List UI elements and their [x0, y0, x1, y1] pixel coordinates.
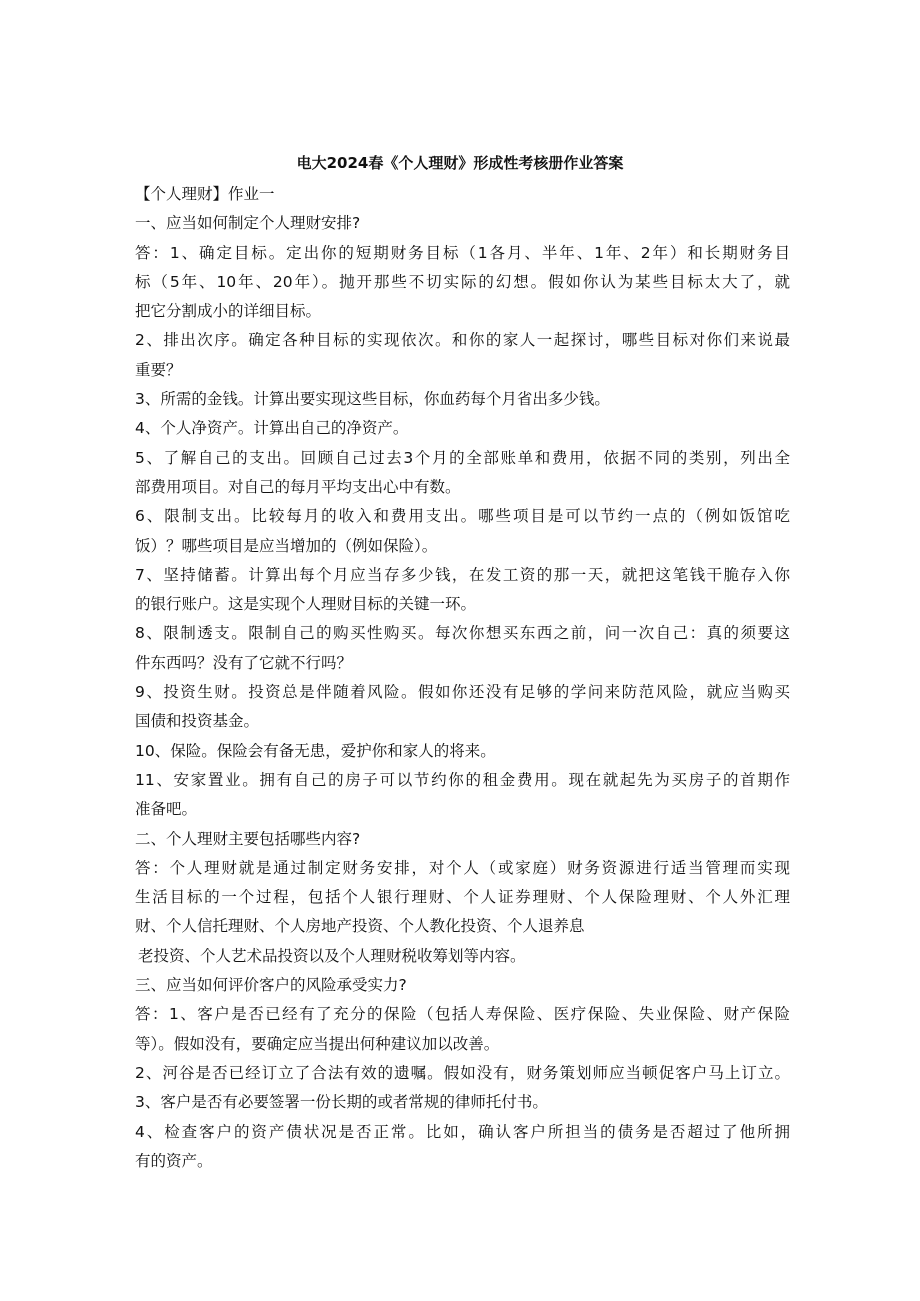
section-heading: 【个人理财】作业一 [135, 185, 275, 203]
paragraph-line: 答：个人理财就是通过制定财务安排，对个人（或家庭）财务资源进行适当管理而实现 [135, 858, 790, 877]
question-heading: 一、应当如何制定个人理财安排? [135, 214, 361, 233]
paragraph-line: 3、所需的金钱。计算出要实现这些目标，你血药每个月省出多少钱。 [135, 390, 610, 409]
paragraph-line: 9、投资生财。投资总是伴随着风险。假如你还没有足够的学问来防范风险，就应当购买 [135, 683, 790, 702]
paragraph-line: 件东西吗？没有了它就不行吗？ [135, 653, 353, 672]
paragraph-line: 10、保险。保险会有备无患，爱护你和家人的将来。 [135, 741, 496, 760]
paragraph-line: 部费用项目。对自己的每月平均支出心中有数。 [135, 477, 461, 496]
paragraph-line: 把它分割成小的详细目标。 [135, 302, 322, 321]
paragraph-line: 财、个人信托理财、个人房地产投资、个人教化投资、个人退养息 [135, 917, 585, 936]
paragraph-line: 等）。假如没有，要确定应当提出何种建议加以改善。 [135, 1034, 500, 1053]
paragraph-line: 2、河谷是否已经订立了合法有效的遗嘱。假如没有，财务策划师应当顿促客户马上订立。 [135, 1063, 790, 1082]
paragraph-line: 11、安家置业。拥有自己的房子可以节约你的租金费用。现在就起先为买房子的首期作 [135, 770, 790, 789]
paragraph-line: 准备吧。 [135, 800, 198, 819]
paragraph-line: 标（5年、10年、20年）。抛开那些不切实际的幻想。假如你认为某些目标太大了，就 [135, 272, 790, 291]
paragraph-line-indented: 老投资、个人艺术品投资以及个人理财税收筹划等内容。 [138, 946, 526, 965]
question-heading: 三、应当如何评价客户的风险承受实力? [135, 976, 407, 995]
paragraph-line: 有的资产。 [135, 1151, 213, 1170]
question-heading: 二、个人理财主要包括哪些内容? [135, 829, 361, 848]
paragraph-line: 3、客户是否有必要签署一份长期的或者常规的律师托付书。 [135, 1093, 548, 1112]
paragraph-line: 4、检查客户的资产债状况是否正常。比如，确认客户所担当的债务是否超过了他所拥 [135, 1122, 790, 1141]
paragraph-line: 生活目标的一个过程，包括个人银行理财、个人证券理财、个人保险理财、个人外汇理 [135, 888, 790, 907]
paragraph-line: 5、了解自己的支出。回顾自己过去3个月的全部账单和费用，依据不同的类别，列出全 [135, 448, 790, 467]
paragraph-line: 7、坚持储蓄。计算出每个月应当存多少钱，在发工资的那一天，就把这笔钱干脆存入你 [135, 565, 790, 584]
document-body [135, 180, 790, 1176]
paragraph-line: 6、限制支出。比较每月的收入和费用支出。哪些项目是可以节约一点的（例如饭馆吃 [135, 507, 790, 526]
paragraph-line: 答：1、客户是否已经有了充分的保险（包括人寿保险、医疗保险、失业保险、财产保险 [135, 1005, 790, 1024]
paragraph-line: 8、限制透支。限制自己的购买性购买。每次你想买东西之前，问一次自己：真的须要这 [135, 624, 790, 643]
paragraph-line: 国债和投资基金。 [135, 712, 260, 731]
paragraph-line: 2、排出次序。确定各种目标的实现依次。和你的家人一起探讨，哪些目标对你们来说最 [135, 331, 790, 350]
paragraph-line: 答：1、确定目标。定出你的短期财务目标（1各月、半年、1年、2年）和长期财务目 [135, 243, 790, 262]
paragraph-line: 饭）？哪些项目是应当增加的（例如保险）。 [135, 536, 438, 555]
page-title: 电大2024春《个人理财》形成性考核册作业答案 [296, 154, 624, 172]
paragraph-line: 重要？ [135, 360, 182, 379]
paragraph-line: 的银行账户。这是实现个人理财目标的关键一环。 [135, 595, 477, 614]
paragraph-line: 4、个人净资产。计算出自己的净资产。 [135, 419, 409, 438]
